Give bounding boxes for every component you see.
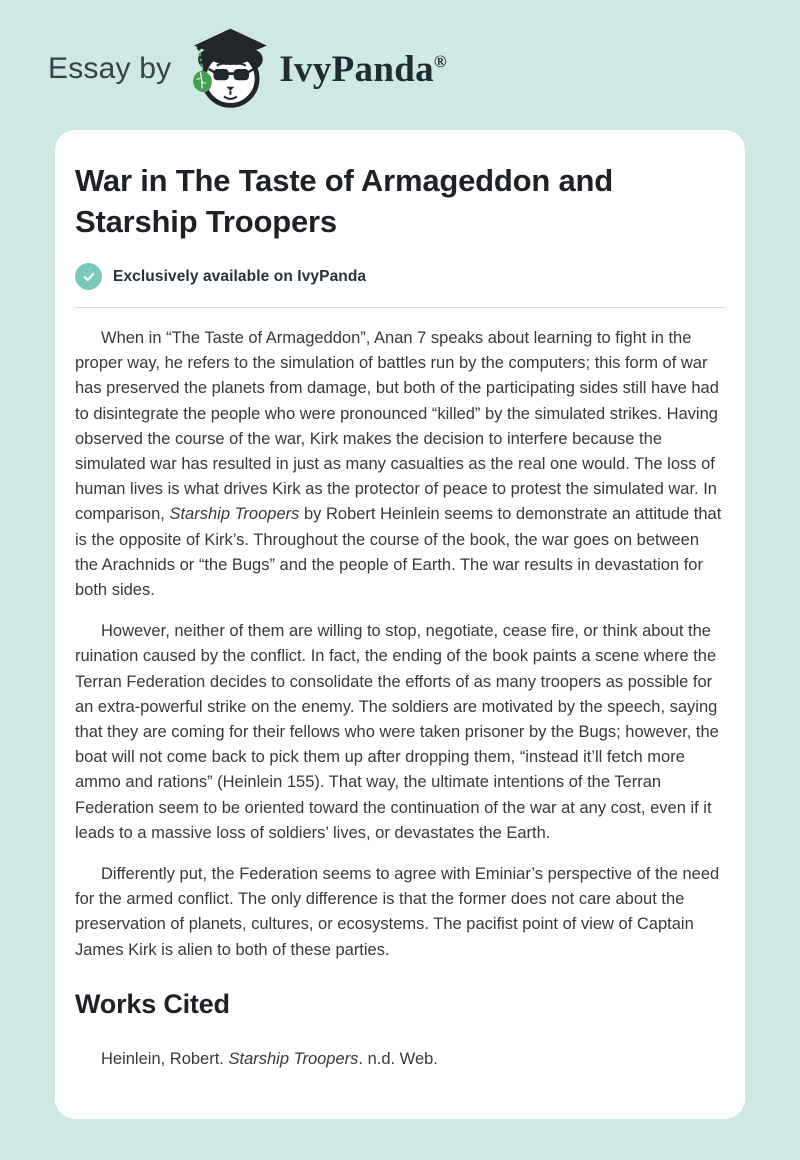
registered-mark: ®: [433, 51, 447, 71]
divider: [75, 307, 725, 308]
essay-by-label: Essay by: [48, 52, 172, 85]
citation-suffix: . n.d. Web.: [358, 1049, 438, 1068]
paragraph-text: When in “The Taste of Armageddon”, Anan 7 speaks about learning to fight in the proper way, he refers to the simulation of battles run by the computers; this form of war has preserved the planets from damage, but both of the participating sides still have had to disintegrate the people who were pronounced “killed” by the simulated strikes. Having observed the course of the war, Kirk makes the decision to interfere because the simulated war has resulted in just as many casualties as the real one would. The loss of human lives is what drives Kirk as the protector of peace to protest the simulated war. In comparison,: [75, 329, 719, 524]
essay-paragraph-3: Differently put, the Federation seems to agree with Eminiar’s perspective of the need for the armed conflict. The only difference is that the former does not care about the preservation of planets, cultures, or ecosystems. The pacifist point of view of Captain James Kirk is alien to both of these parties.: [75, 865, 720, 959]
badge-label: Exclusively available on IvyPanda: [113, 267, 367, 285]
essay-paragraph-2: However, neither of them are willing to stop, negotiate, cease fire, or think about the ruination caused by the conflict. In fact, the ending of the book paints a scene where the Terran Federation decides to consolidate the efforts of as many troopers as possible for an extra-powerful strike on the enemy. The soldiers are motivated by the speech, saying that they are coming for their fellows who were taken prisoner by the Bugs; however, the boat will not come back to pick them up after dropping them, “instead it’ll fetch more ammo and rations” (Heinlein 155). That way, the ultimate intentions of the Terran Federation seem to be oriented toward the continuation of the war at any cost, even if it leads to a massive loss of soldiers’ lives, or devastates the Earth.: [75, 622, 719, 842]
citation-book-title: Starship Troopers: [228, 1049, 359, 1068]
essay-title: War in The Taste of Armageddon and Starship Troopers: [75, 163, 614, 239]
essay-paragraph-1: [75, 326, 725, 603]
brand-text: IvyPanda: [279, 48, 434, 90]
panda-graduate-logo-icon: [187, 27, 269, 111]
book-title-inline: Starship Troopers: [169, 505, 300, 524]
exclusivity-badge: [75, 263, 725, 290]
brand-name: [279, 48, 447, 91]
check-icon: [75, 263, 102, 290]
citation-entry: [75, 1047, 725, 1072]
site-header: [0, 0, 800, 112]
essay-body: [75, 326, 725, 963]
essay-card: [55, 130, 745, 1119]
works-cited-heading: Works Cited: [75, 988, 230, 1019]
citation-author: Heinlein, Robert.: [101, 1049, 229, 1068]
paragraph-text: by Robert Heinlein seems to demonstrate an attitude that is the opposite of Kirk’s. Throughout the course of the book, the war goes on between the Arachnids or “the Bugs” and the people of Earth. The war results in devastation for both sides.: [75, 505, 722, 600]
